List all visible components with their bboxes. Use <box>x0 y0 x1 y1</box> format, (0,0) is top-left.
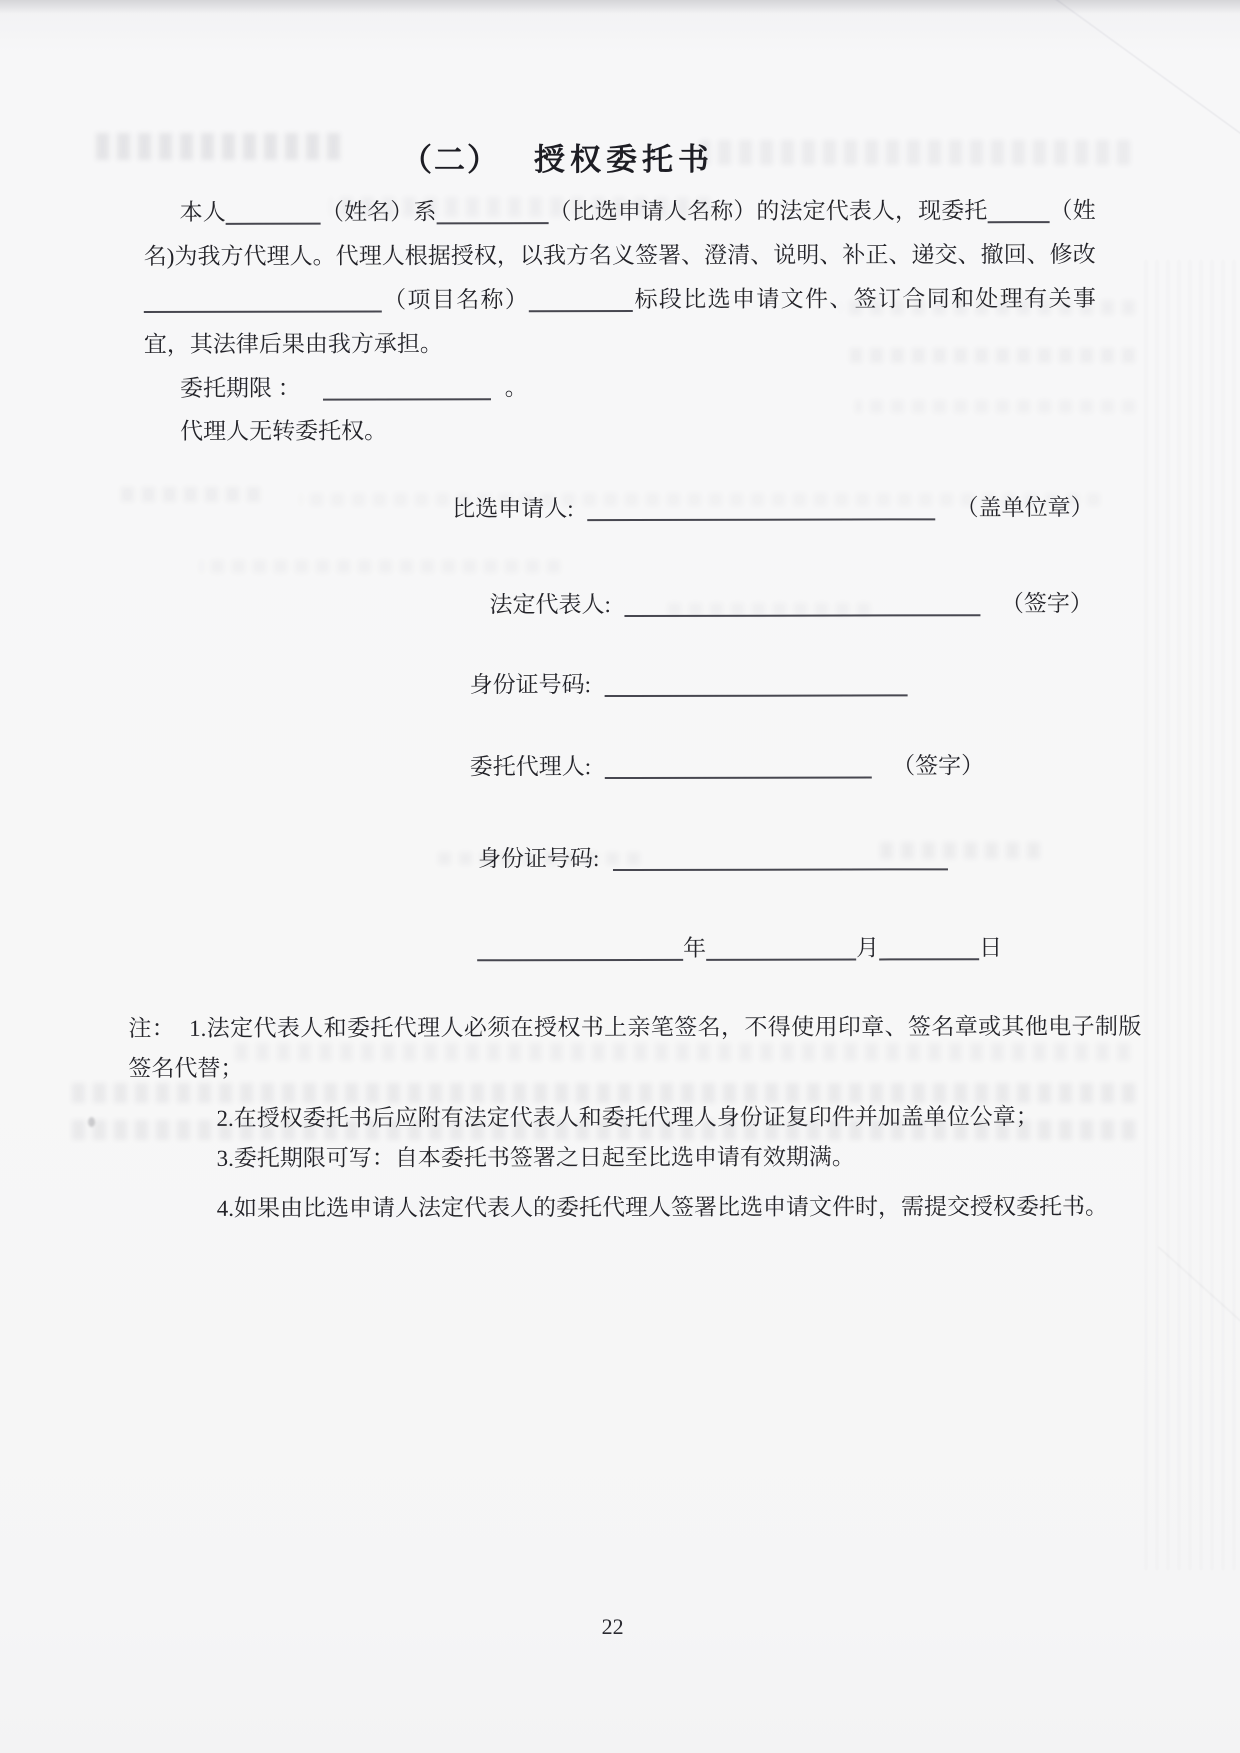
fill-blank-legal-rep-signature <box>625 609 981 617</box>
signature-row-id-number-2 <box>478 839 968 873</box>
entrust-term-label: 委托期限 ： <box>179 375 301 401</box>
entrust-term-line <box>180 369 528 403</box>
row-suffix: （签字） <box>1000 591 1093 617</box>
note-text: 1.法定代表人和委托代理人必须在授权书上亲笔签名，不得使用印章、签名章或其他电子制版签名代替； <box>128 1013 1142 1082</box>
fill-blank-month <box>706 954 856 961</box>
fill-blank-principal-name <box>226 218 321 225</box>
fill-blank-agent-name <box>987 216 1049 223</box>
para-text: （姓名)为我方代理人。代理人根据授权，以我方名义签署、澄清、说明、补正、递交、撤回、修改 <box>143 198 1096 269</box>
fill-blank-id-number-1 <box>605 689 908 697</box>
signature-row-id-number-1 <box>470 665 928 699</box>
fill-blank-applicant-name <box>436 217 548 224</box>
fill-blank-entrust-term <box>323 393 491 400</box>
page-number: 22 <box>601 1613 624 1640</box>
year-label: 年 <box>683 935 707 961</box>
fill-blank-project-name <box>144 305 382 312</box>
row-label: 身份证号码: <box>469 672 592 698</box>
day-label: 日 <box>979 935 1003 961</box>
document-title <box>0 133 1117 180</box>
fill-blank-id-number-2 <box>613 863 948 871</box>
title-section-number: （二） <box>400 142 501 178</box>
row-label: 委托代理人: <box>469 754 592 780</box>
signature-row-legal-representative <box>489 585 1092 619</box>
notes-prefix: 注： <box>128 1015 176 1042</box>
row-suffix: （签字） <box>892 753 985 779</box>
fill-blank-bid-section <box>529 305 633 312</box>
authorization-paragraph <box>144 189 1096 367</box>
title-text: 授权委托书 <box>533 141 715 178</box>
month-label: 月 <box>856 935 880 961</box>
note-4: 4.如果由比选申请人法定代表人的委托代理人签署比选申请文件时，需提交授权委托书。 <box>216 1193 1108 1221</box>
signature-row-applicant <box>452 489 1093 523</box>
note-1 <box>128 1007 1141 1089</box>
date-line <box>477 929 1002 963</box>
para-text: 本人 <box>179 199 226 225</box>
signature-row-entrusted-agent <box>470 747 984 781</box>
row-label: 身份证号码: <box>477 846 600 872</box>
fill-blank-agent-signature <box>605 771 872 779</box>
row-suffix: （盖单位章） <box>955 495 1094 521</box>
fill-blank-day <box>879 953 979 960</box>
para-text: （项目名称） <box>381 287 530 313</box>
para-text: （姓名）系 <box>320 199 437 225</box>
row-label: 比选申请人: <box>452 496 574 522</box>
note-3: 3.委托期限可写：自本委托书签署之日起至比选申请有效期满。 <box>216 1144 855 1171</box>
note-2: 2.在授权委托书后应附有法定代表人和委托代理人身份证复印件并加盖单位公章； <box>216 1104 1039 1131</box>
row-label: 法定代表人: <box>489 592 611 618</box>
no-sub-delegation-line: 代理人无转委托权。 <box>180 418 388 444</box>
para-text: （比选申请人名称）的法定代表人，现委托 <box>548 198 988 225</box>
para-text: 标段比选申请文件、签订合同和处理有关事宜，其法律后果由我方承担。 <box>143 286 1096 357</box>
entrust-term-period: 。 <box>504 375 528 401</box>
fill-blank-applicant-signature <box>588 513 936 521</box>
fill-blank-year <box>477 954 683 961</box>
